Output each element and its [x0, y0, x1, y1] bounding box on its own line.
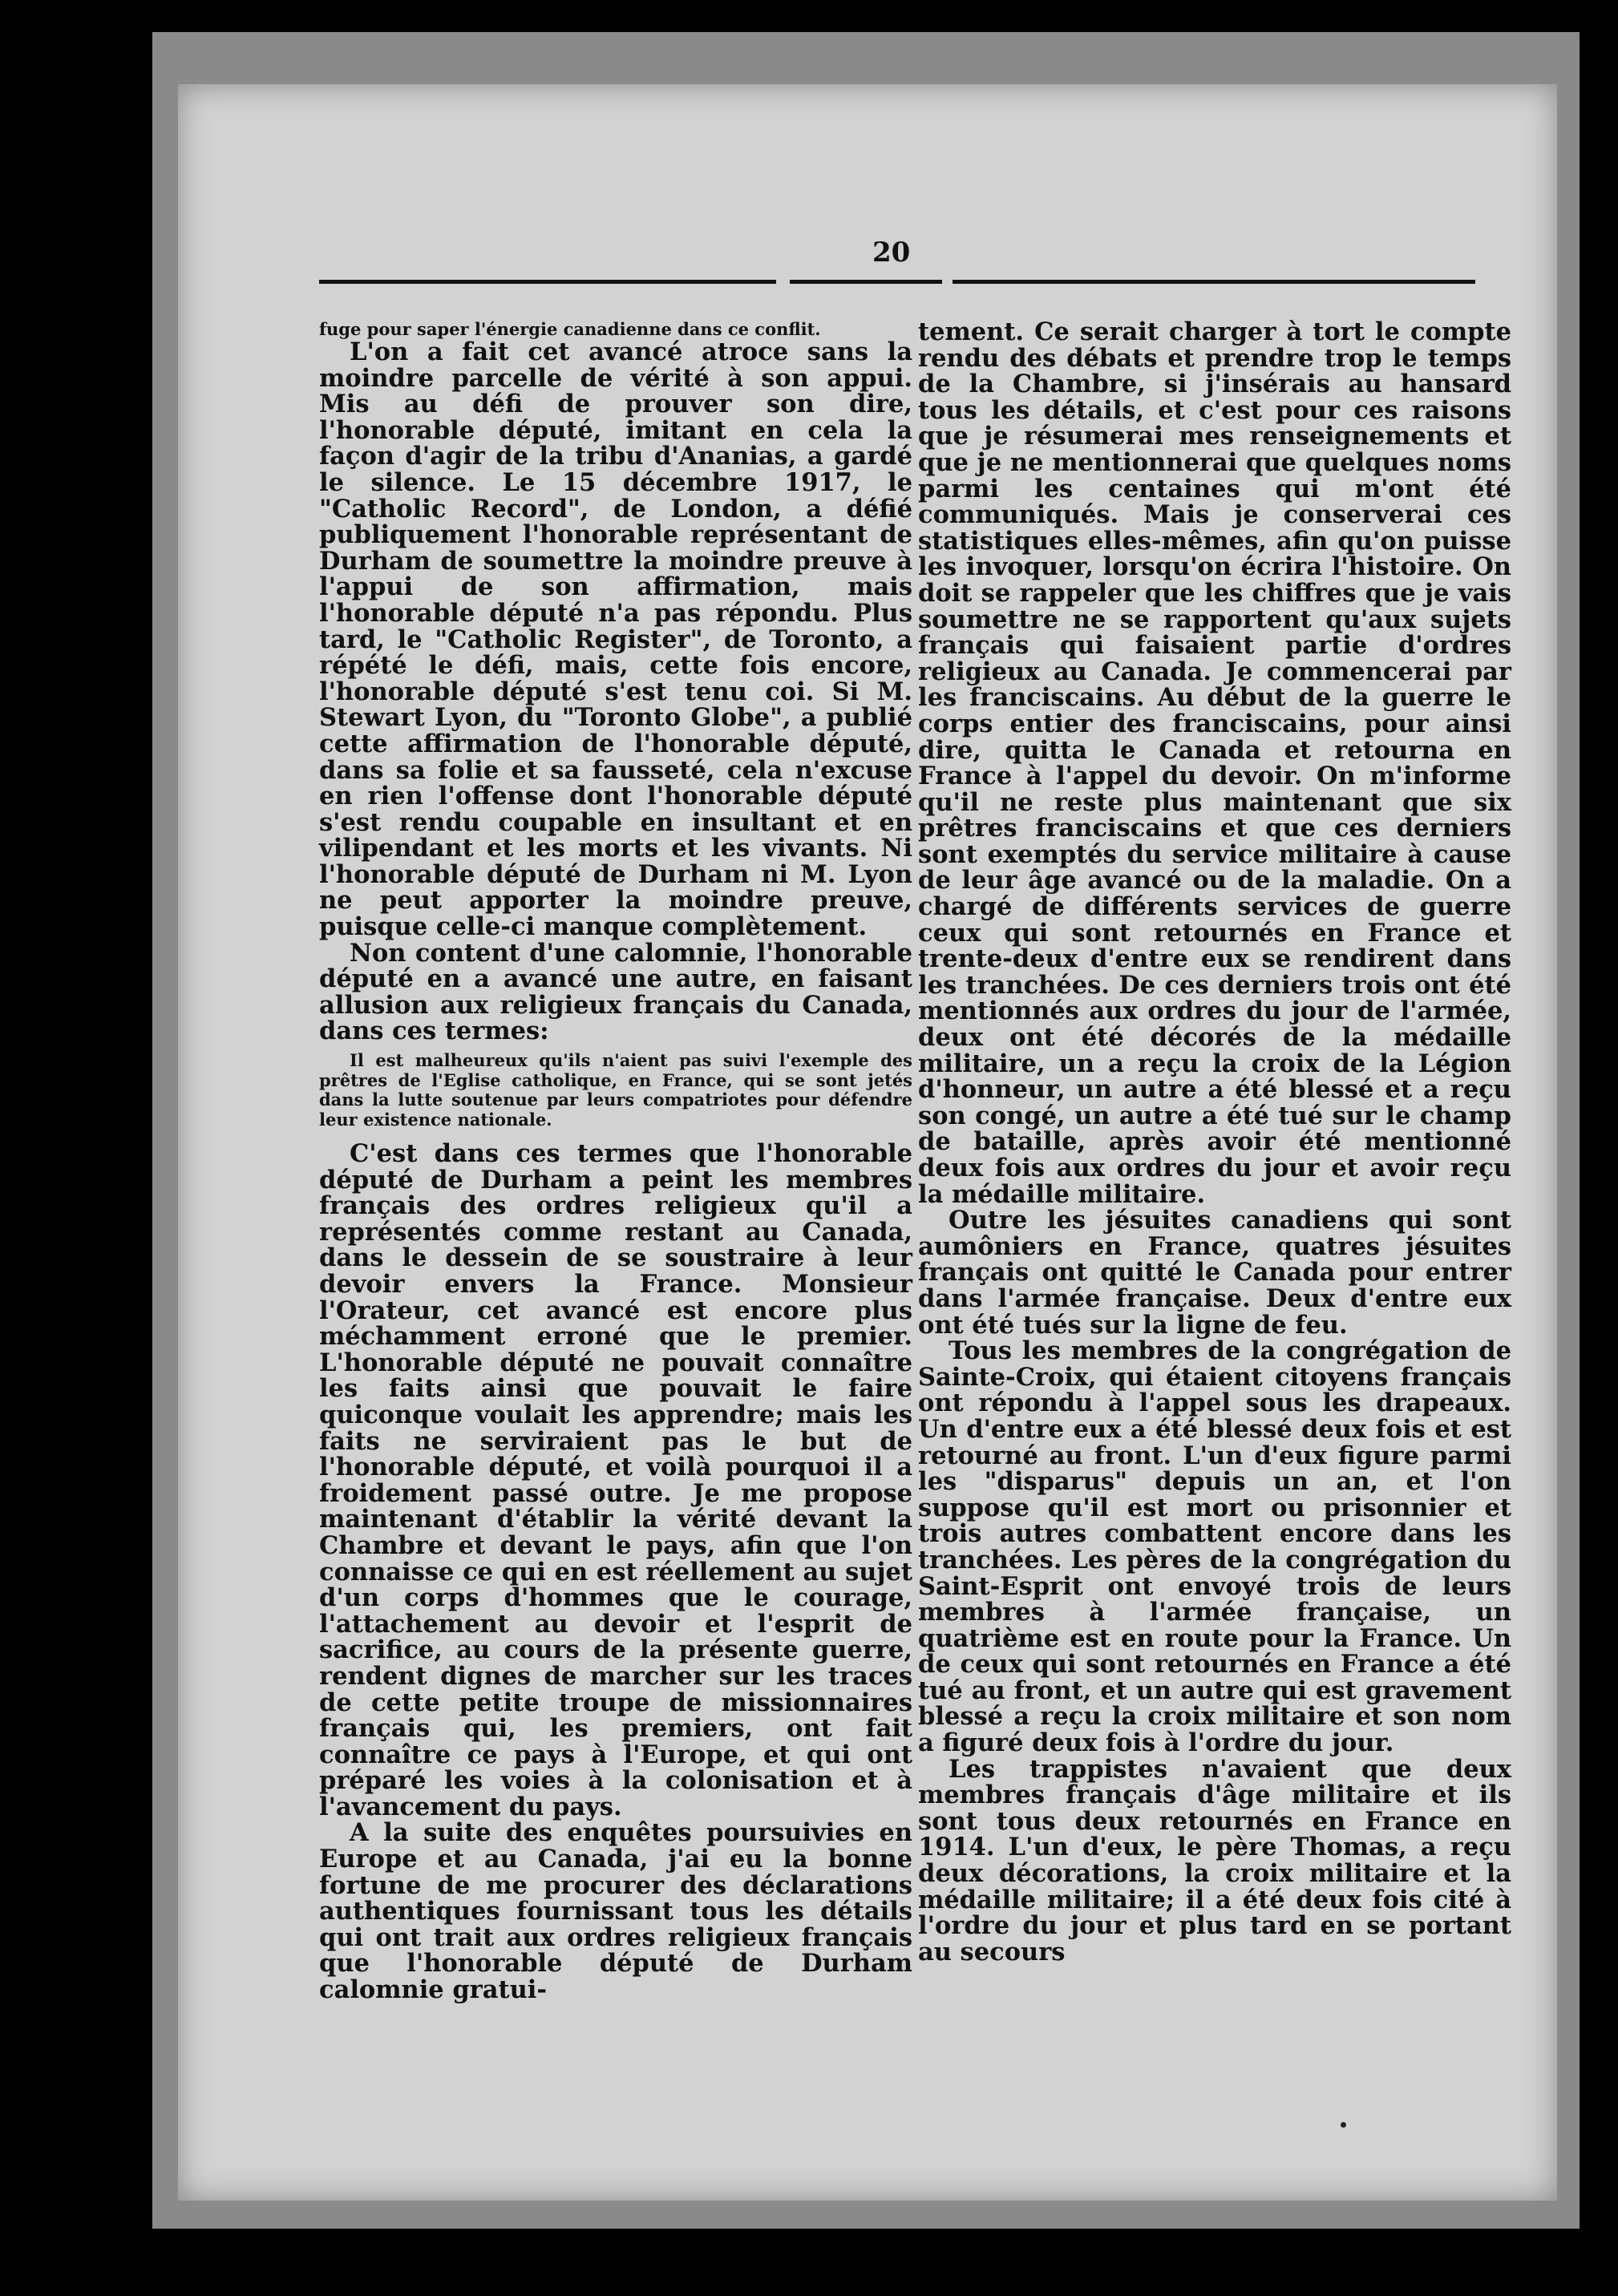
left-paragraph-4: A la suite des enquêtes poursuivies en Europe et au Canada, j'ai eu la bonne fortune de me procurer des déclarations authentiques fournissant tous les détails qui ont trait aux ordres religieux français que l'honorable député de Durham calomnie gratui- — [319, 1818, 912, 2005]
block-quote: Il est malheureux qu'ils n'aient pas suivi l'exemple des prêtres de l'Eglise catholique, en France, qui se sont jetés dans la lutte soutenue par leurs compatriotes pour défendre leur existence nationale. — [319, 1050, 912, 1130]
left-paragraph-3: C'est dans ces termes que l'honorable député de Durham a peint les membres français des ordres religieux qu'il a représentés comme restant au Canada, dans le dessein de se soustraire à leur devoir envers la France. Monsieur l'Orateur, cet avancé est encore plus méchamment erroné que le premier. L'honorable député ne pouvait connaître les faits ainsi que pouvait le faire quiconque voulait les apprendre; mais les faits ne serviraient pas le but de l'honorable député, et voilà pourquoi il a froidement passé outre. Je me propose maintenant d'établir la vérité devant la Chambre et devant le pays, afin que l'on connaisse ce qui en est réellement au sujet d'un corps d'hommes que le courage, l'attachement au devoir et l'esprit de sacrifice, au cours de la présente guerre, rendent dignes de marcher sur les traces de cette petite troupe de missionnaires français qui, les premiers, ont fait connaître ce pays à l'Europe, et qui ont préparé les voies à la colonisation et à l'avancement du pays. — [319, 1139, 912, 1821]
right-paragraph-continuation: tement. Ce serait charger à tort le compte rendu des débats et prendre trop le temps de la Chambre, si j'insérais au hansard tous les détails, et c'est pour ces raisons que je résumerai mes renseignements et que je ne mentionnerai que quelques noms parmi les centaines qui m'ont été communiqués. Mais je conserverai ces statistiques elles-mêmes, afin qu'on puisse les invoquer, lorsqu'on écrira l'histoire. On doit se rappeler que les chiffres que je vais soumettre ne se rapportent qu'aux sujets français qui faisaient partie d'ordres religieux au Canada. Je commencerai par les franciscains. Au début de la guerre le corps entier des franciscains, pour ainsi dire, quitta le Canada et retourna en France à l'appel du devoir. On m'informe qu'il ne reste plus maintenant que six prêtres franciscains et que ces derniers sont exemptés du service militaire à cause de leur âge avancé ou de la maladie. On a chargé de différents services de guerre ceux qui sont retournés en France et trente-deux d'entre eux se rendirent dans les tranchées. De ces derniers trois ont été mentionnés aux ordres du jour de l'armée, deux ont été décorés de la médaille militaire, un a reçu la croix de la Légion d'honneur, un autre a été blessé et a reçu son congé, un autre a été tué sur le champ de bataille, après avoir été mentionné deux fois aux ordres du jour et avoir reçu la médaille militaire. — [918, 317, 1511, 1209]
left-paragraph-continuation: fuge pour saper l'énergie canadienne dans ce conflit. — [319, 319, 821, 339]
header-rule-middle — [790, 280, 942, 284]
page-number: 20 — [872, 236, 911, 269]
right-paragraph-1: Outre les jésuites canadiens qui sont aumôniers en France, quatres jésuites français ont quitté le Canada pour entrer dans l'armée française. Deux d'entre eux ont été tués sur la ligne de feu. — [918, 1206, 1511, 1340]
header-rule-right — [953, 280, 1475, 284]
right-paragraph-3: Les trappistes n'avaient que deux membres français d'âge militaire et ils sont tous deux retournés en France en 1914. L'un d'eux, le père Thomas, a reçu deux décorations, la croix militaire et la médaille militaire; il a été deux fois cité à l'ordre du jour et plus tard en se portant au secours — [918, 1754, 1511, 1967]
header-rule-left — [319, 280, 776, 284]
left-column — [319, 319, 912, 2003]
right-column — [918, 319, 1511, 1965]
ink-speck — [1341, 2122, 1346, 2128]
right-paragraph-2: Tous les membres de la congrégation de Sainte-Croix, qui étaient citoyens français ont répondu à l'appel sous les drapeaux. Un d'entre eux a été blessé deux fois et est retourné au front. L'un d'eux figure parmi les "disparus" depuis un an, et l'on suppose qu'il est mort ou prisonnier et trois autres combattent encore dans les tranchées. Les pères de la congrégation du Saint-Esprit ont envoyé trois de leurs membres à l'armée française, un quatrième est en route pour la France. Un de ceux qui sont retournés en France a été tué au front, et un autre qui est gravement blessé a reçu la croix militaire et son nom a figuré deux fois à l'ordre du jour. — [918, 1336, 1511, 1758]
left-paragraph-1: L'on a fait cet avancé atroce sans la moindre parcelle de vérité à son appui. Mis au défi de prouver son dire, l'honorable député, imitant en cela la façon d'agir de la tribu d'Ananias, a gardé le silence. Le 15 décembre 1917, le "Catholic Record", de London, a défié publiquement l'honorable représentant de Durham de soumettre la moindre preuve à l'appui de son affirmation, mais l'honorable député n'a pas répondu. Plus tard, le "Catholic Register", de Toronto, a répété le défi, mais, cette fois encore, l'honorable député s'est tenu coi. Si M. Stewart Lyon, du "Toronto Globe", a publié cette affirmation de l'honorable député, dans sa folie et sa fausseté, cela n'excuse en rien l'offense dont l'honorable député s'est rendu coupable en insultant et en vilipendant et les morts et les vivants. Ni l'honorable député de Durham ni M. Lyon ne peut apporter la moindre preuve, puisque celle-ci manque complètement. — [319, 338, 912, 942]
left-paragraph-2: Non content d'une calomnie, l'honorable député en a avancé une autre, en faisant allusion aux religieux français du Canada, dans ces termes: — [319, 938, 912, 1046]
